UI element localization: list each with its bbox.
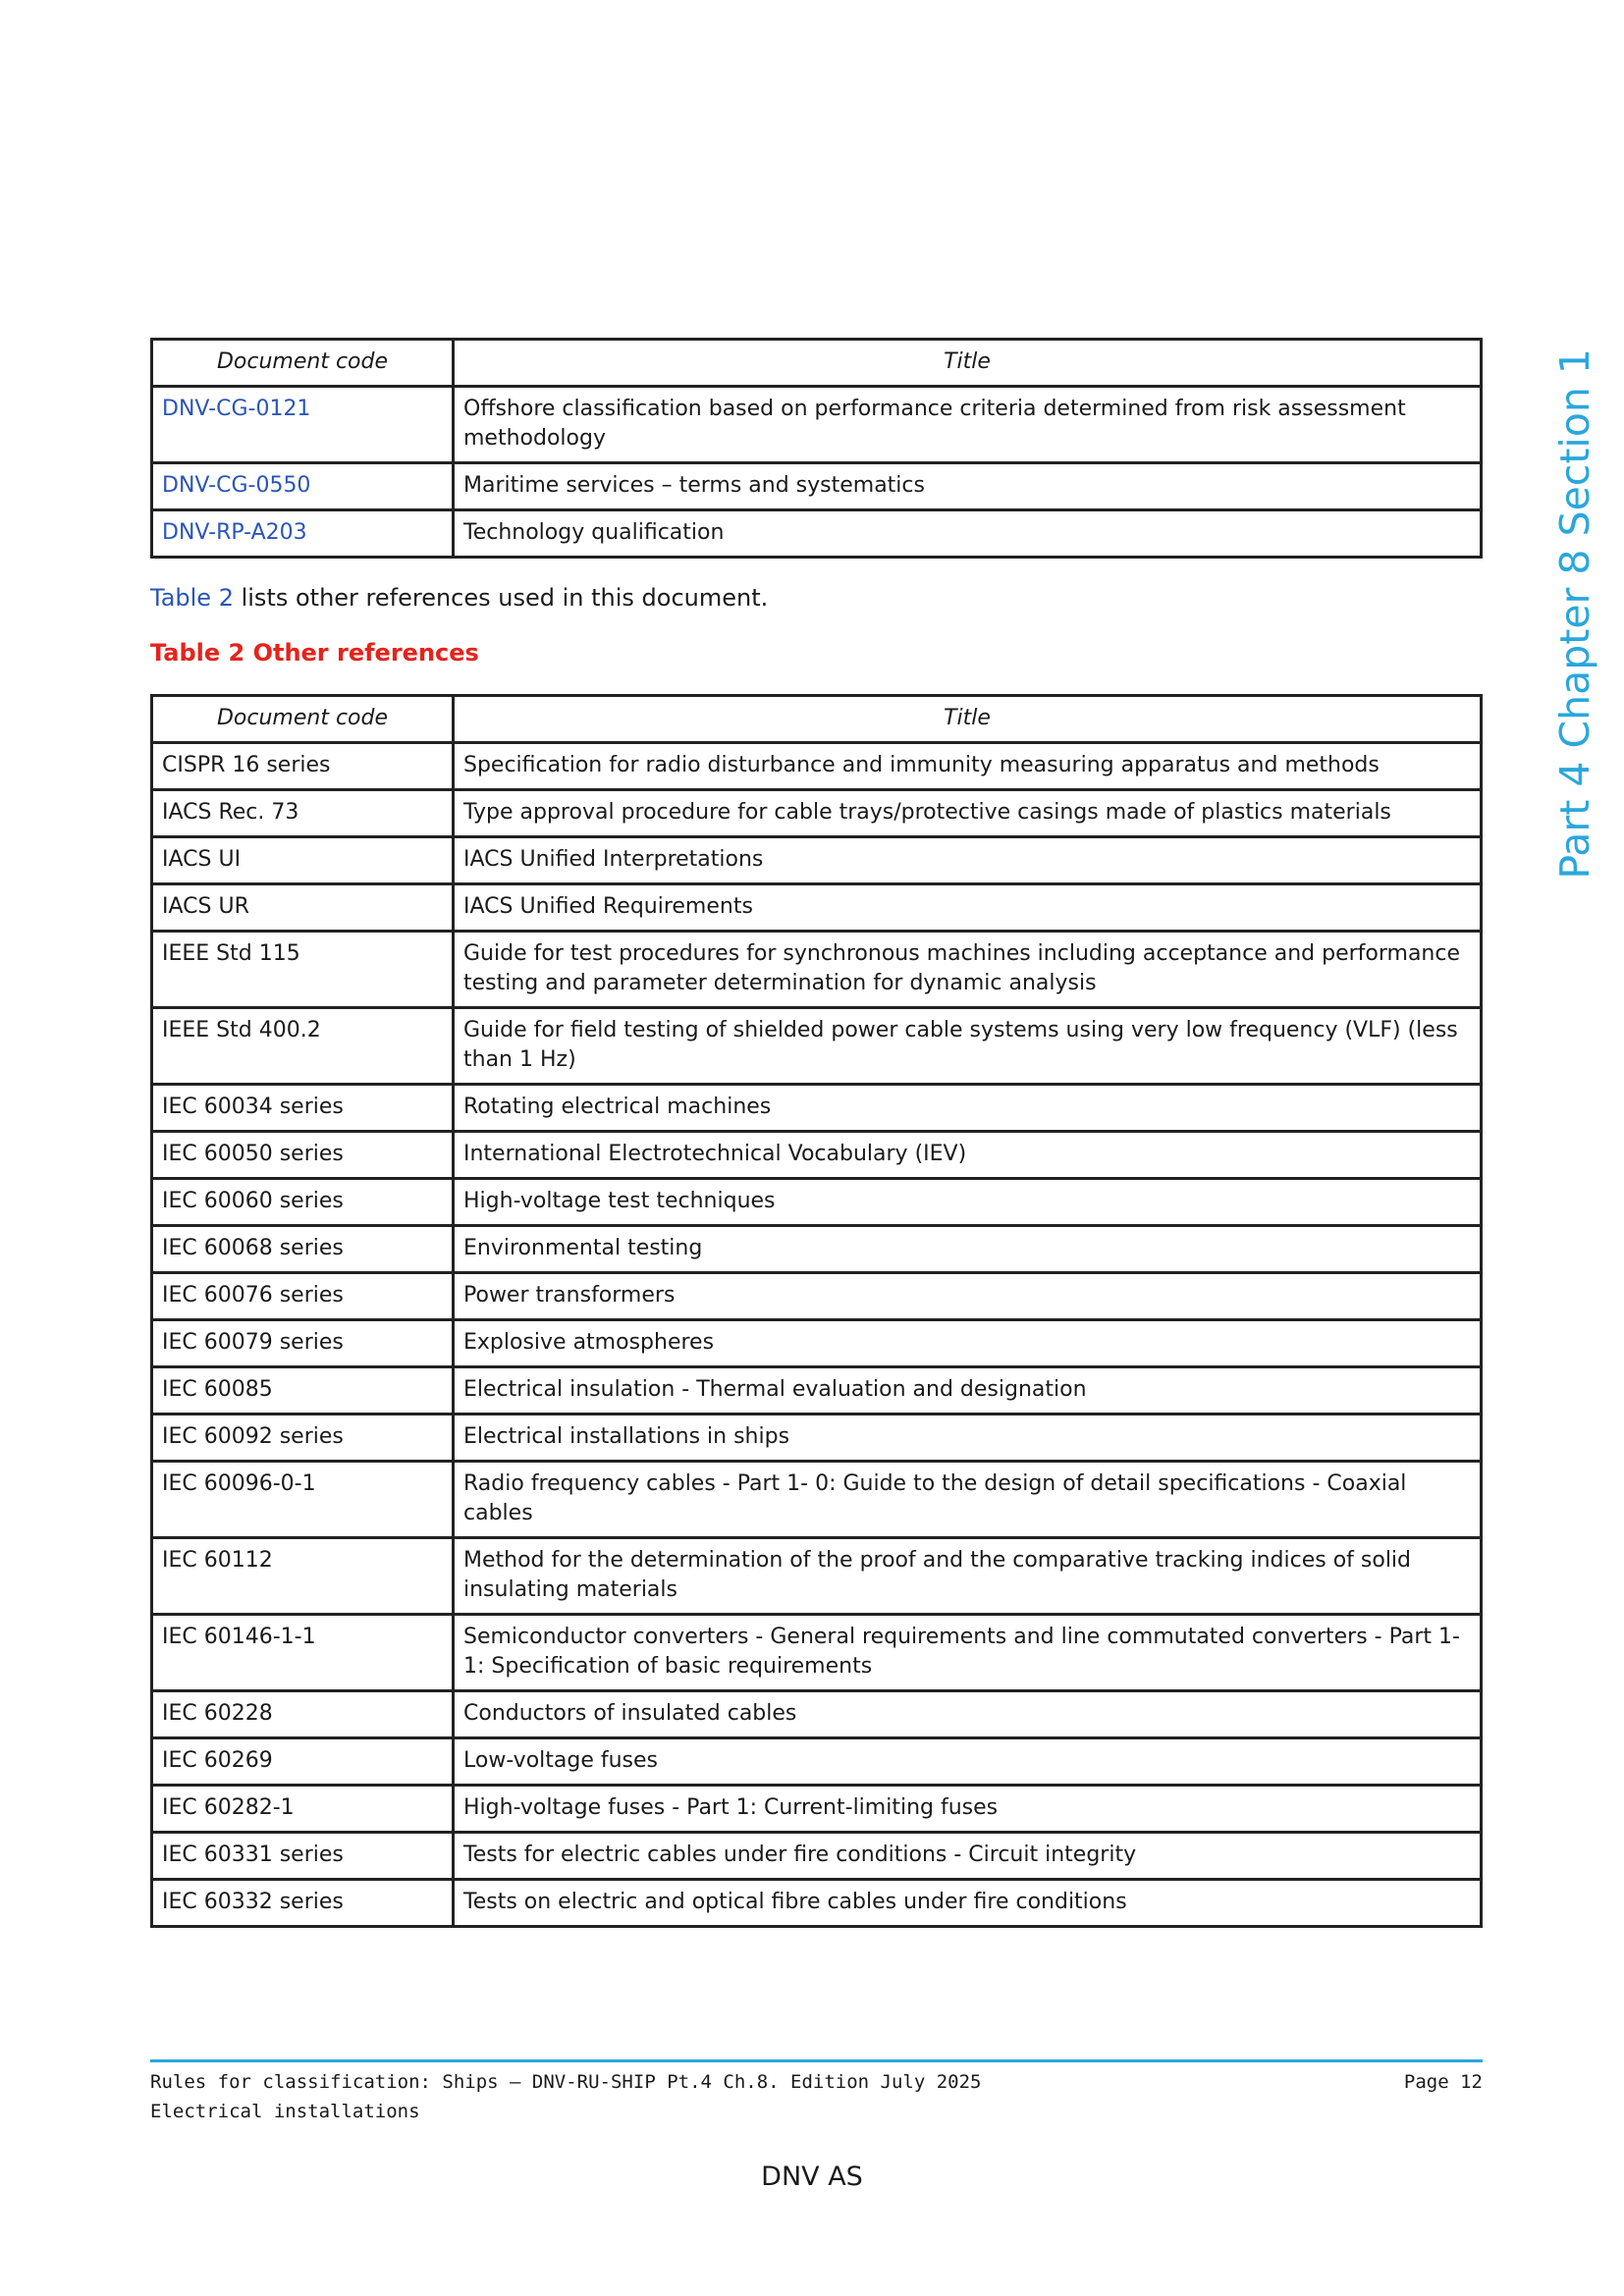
table-row bbox=[152, 1226, 1482, 1273]
document-title: Method for the determination of the proof and the comparative tracking indices of solid insulating materials bbox=[454, 1538, 1482, 1615]
document-code: IEC 60332 series bbox=[152, 1880, 454, 1927]
document-title: High-voltage fuses - Part 1: Current-limiting fuses bbox=[454, 1786, 1482, 1833]
document-title: Low-voltage fuses bbox=[454, 1738, 1482, 1786]
table-caption: Table 2 Other references bbox=[150, 639, 479, 667]
document-title: Specification for radio disturbance and immunity measuring apparatus and methods bbox=[454, 743, 1482, 790]
document-code-link[interactable]: DNV-CG-0121 bbox=[152, 387, 454, 463]
document-title: Semiconductor converters - General requirements and line commutated converters - Part 1-1: Specification of basic requirements bbox=[454, 1615, 1482, 1691]
column-header-title: Title bbox=[454, 696, 1482, 743]
footer-divider bbox=[150, 2059, 1483, 2062]
table-row bbox=[152, 1738, 1482, 1786]
document-title: High-voltage test techniques bbox=[454, 1179, 1482, 1226]
table-row bbox=[152, 790, 1482, 837]
document-title: Type approval procedure for cable trays/protective casings made of plastics materials bbox=[454, 790, 1482, 837]
document-code: IEC 60331 series bbox=[152, 1833, 454, 1880]
document-code: IEC 60269 bbox=[152, 1738, 454, 1786]
document-code: IEC 60112 bbox=[152, 1538, 454, 1615]
document-title: Explosive atmospheres bbox=[454, 1320, 1482, 1367]
column-header-document-code: Document code bbox=[152, 340, 454, 387]
document-code: IACS UI bbox=[152, 837, 454, 884]
table-row bbox=[152, 1786, 1482, 1833]
footer-rules-title: Rules for classification: Ships — DNV-RU-SHIP Pt.4 Ch.8. Edition July 2025 bbox=[150, 2071, 982, 2093]
document-code: IEC 60282-1 bbox=[152, 1786, 454, 1833]
document-code: IACS UR bbox=[152, 884, 454, 932]
table-row bbox=[152, 1367, 1482, 1415]
document-title: Conductors of insulated cables bbox=[454, 1691, 1482, 1738]
document-code: IEEE Std 115 bbox=[152, 932, 454, 1008]
table-body bbox=[152, 743, 1482, 1927]
reference-paragraph bbox=[150, 581, 768, 614]
table-row bbox=[152, 1320, 1482, 1367]
document-code: IEC 60079 series bbox=[152, 1320, 454, 1367]
other-references-table bbox=[150, 694, 1483, 1928]
table-row bbox=[152, 510, 1482, 558]
table-row bbox=[152, 1179, 1482, 1226]
document-title: IACS Unified Requirements bbox=[454, 884, 1482, 932]
footer-subtitle: Electrical installations bbox=[150, 2101, 420, 2122]
table-row bbox=[152, 463, 1482, 510]
section-side-tab bbox=[1549, 348, 1600, 918]
table-header-row bbox=[152, 696, 1482, 743]
paragraph-text: lists other references used in this document. bbox=[233, 584, 769, 612]
column-header-document-code: Document code bbox=[152, 696, 454, 743]
document-title: IACS Unified Interpretations bbox=[454, 837, 1482, 884]
table-2-link[interactable]: Table 2 bbox=[150, 584, 234, 612]
table-row bbox=[152, 743, 1482, 790]
document-title: Tests on electric and optical fibre cables under fire conditions bbox=[454, 1880, 1482, 1927]
document-code: CISPR 16 series bbox=[152, 743, 454, 790]
document-code: IEC 60076 series bbox=[152, 1273, 454, 1320]
document-code: IEC 60228 bbox=[152, 1691, 454, 1738]
table-row bbox=[152, 1085, 1482, 1132]
table-row bbox=[152, 1008, 1482, 1085]
document-code: IEC 60092 series bbox=[152, 1415, 454, 1462]
table-row bbox=[152, 387, 1482, 463]
document-title: Environmental testing bbox=[454, 1226, 1482, 1273]
document-title: International Electrotechnical Vocabulary (IEV) bbox=[454, 1132, 1482, 1179]
document-title: Radio frequency cables - Part 1- 0: Guide to the design of detail specifications - Coaxial cables bbox=[454, 1462, 1482, 1538]
document-code: IEC 60034 series bbox=[152, 1085, 454, 1132]
document-code: IEC 60096-0-1 bbox=[152, 1462, 454, 1538]
document-title: Tests for electric cables under fire conditions - Circuit integrity bbox=[454, 1833, 1482, 1880]
document-title: Rotating electrical machines bbox=[454, 1085, 1482, 1132]
document-title: Offshore classification based on performance criteria determined from risk assessment methodology bbox=[454, 387, 1482, 463]
table-header-row bbox=[152, 340, 1482, 387]
document-code: IEC 60050 series bbox=[152, 1132, 454, 1179]
table-row bbox=[152, 1132, 1482, 1179]
document-code: IEC 60085 bbox=[152, 1367, 454, 1415]
document-title: Maritime services – terms and systematics bbox=[454, 463, 1482, 510]
page-number: Page 12 bbox=[1403, 2071, 1483, 2093]
table-row bbox=[152, 1615, 1482, 1691]
document-code: IACS Rec. 73 bbox=[152, 790, 454, 837]
document-code: IEC 60068 series bbox=[152, 1226, 454, 1273]
company-name: DNV AS bbox=[761, 2162, 863, 2192]
document-title: Technology qualification bbox=[454, 510, 1482, 558]
document-code: IEC 60060 series bbox=[152, 1179, 454, 1226]
footer-document-info bbox=[150, 2067, 981, 2126]
document-title: Electrical insulation - Thermal evaluation and designation bbox=[454, 1367, 1482, 1415]
document-title: Power transformers bbox=[454, 1273, 1482, 1320]
table-row bbox=[152, 837, 1482, 884]
document-references-table bbox=[150, 338, 1483, 559]
table-row bbox=[152, 884, 1482, 932]
document-title: Electrical installations in ships bbox=[454, 1415, 1482, 1462]
table-row bbox=[152, 1538, 1482, 1615]
document-code: IEC 60146-1-1 bbox=[152, 1615, 454, 1691]
table-row bbox=[152, 932, 1482, 1008]
section-side-tab-label: Part 4 Chapter 8 Section 1 bbox=[1551, 348, 1598, 880]
document-code-link[interactable]: DNV-CG-0550 bbox=[152, 463, 454, 510]
table-row bbox=[152, 1880, 1482, 1927]
document-code-link[interactable]: DNV-RP-A203 bbox=[152, 510, 454, 558]
table-row bbox=[152, 1833, 1482, 1880]
document-title: Guide for test procedures for synchronous machines including acceptance and performance testing and parameter determination for dynamic analysis bbox=[454, 932, 1482, 1008]
table-row bbox=[152, 1273, 1482, 1320]
table-row bbox=[152, 1415, 1482, 1462]
table-row bbox=[152, 1462, 1482, 1538]
document-code: IEEE Std 400.2 bbox=[152, 1008, 454, 1085]
column-header-title: Title bbox=[454, 340, 1482, 387]
document-title: Guide for field testing of shielded power cable systems using very low frequency (VLF) (less than 1 Hz) bbox=[454, 1008, 1482, 1085]
table-row bbox=[152, 1691, 1482, 1738]
